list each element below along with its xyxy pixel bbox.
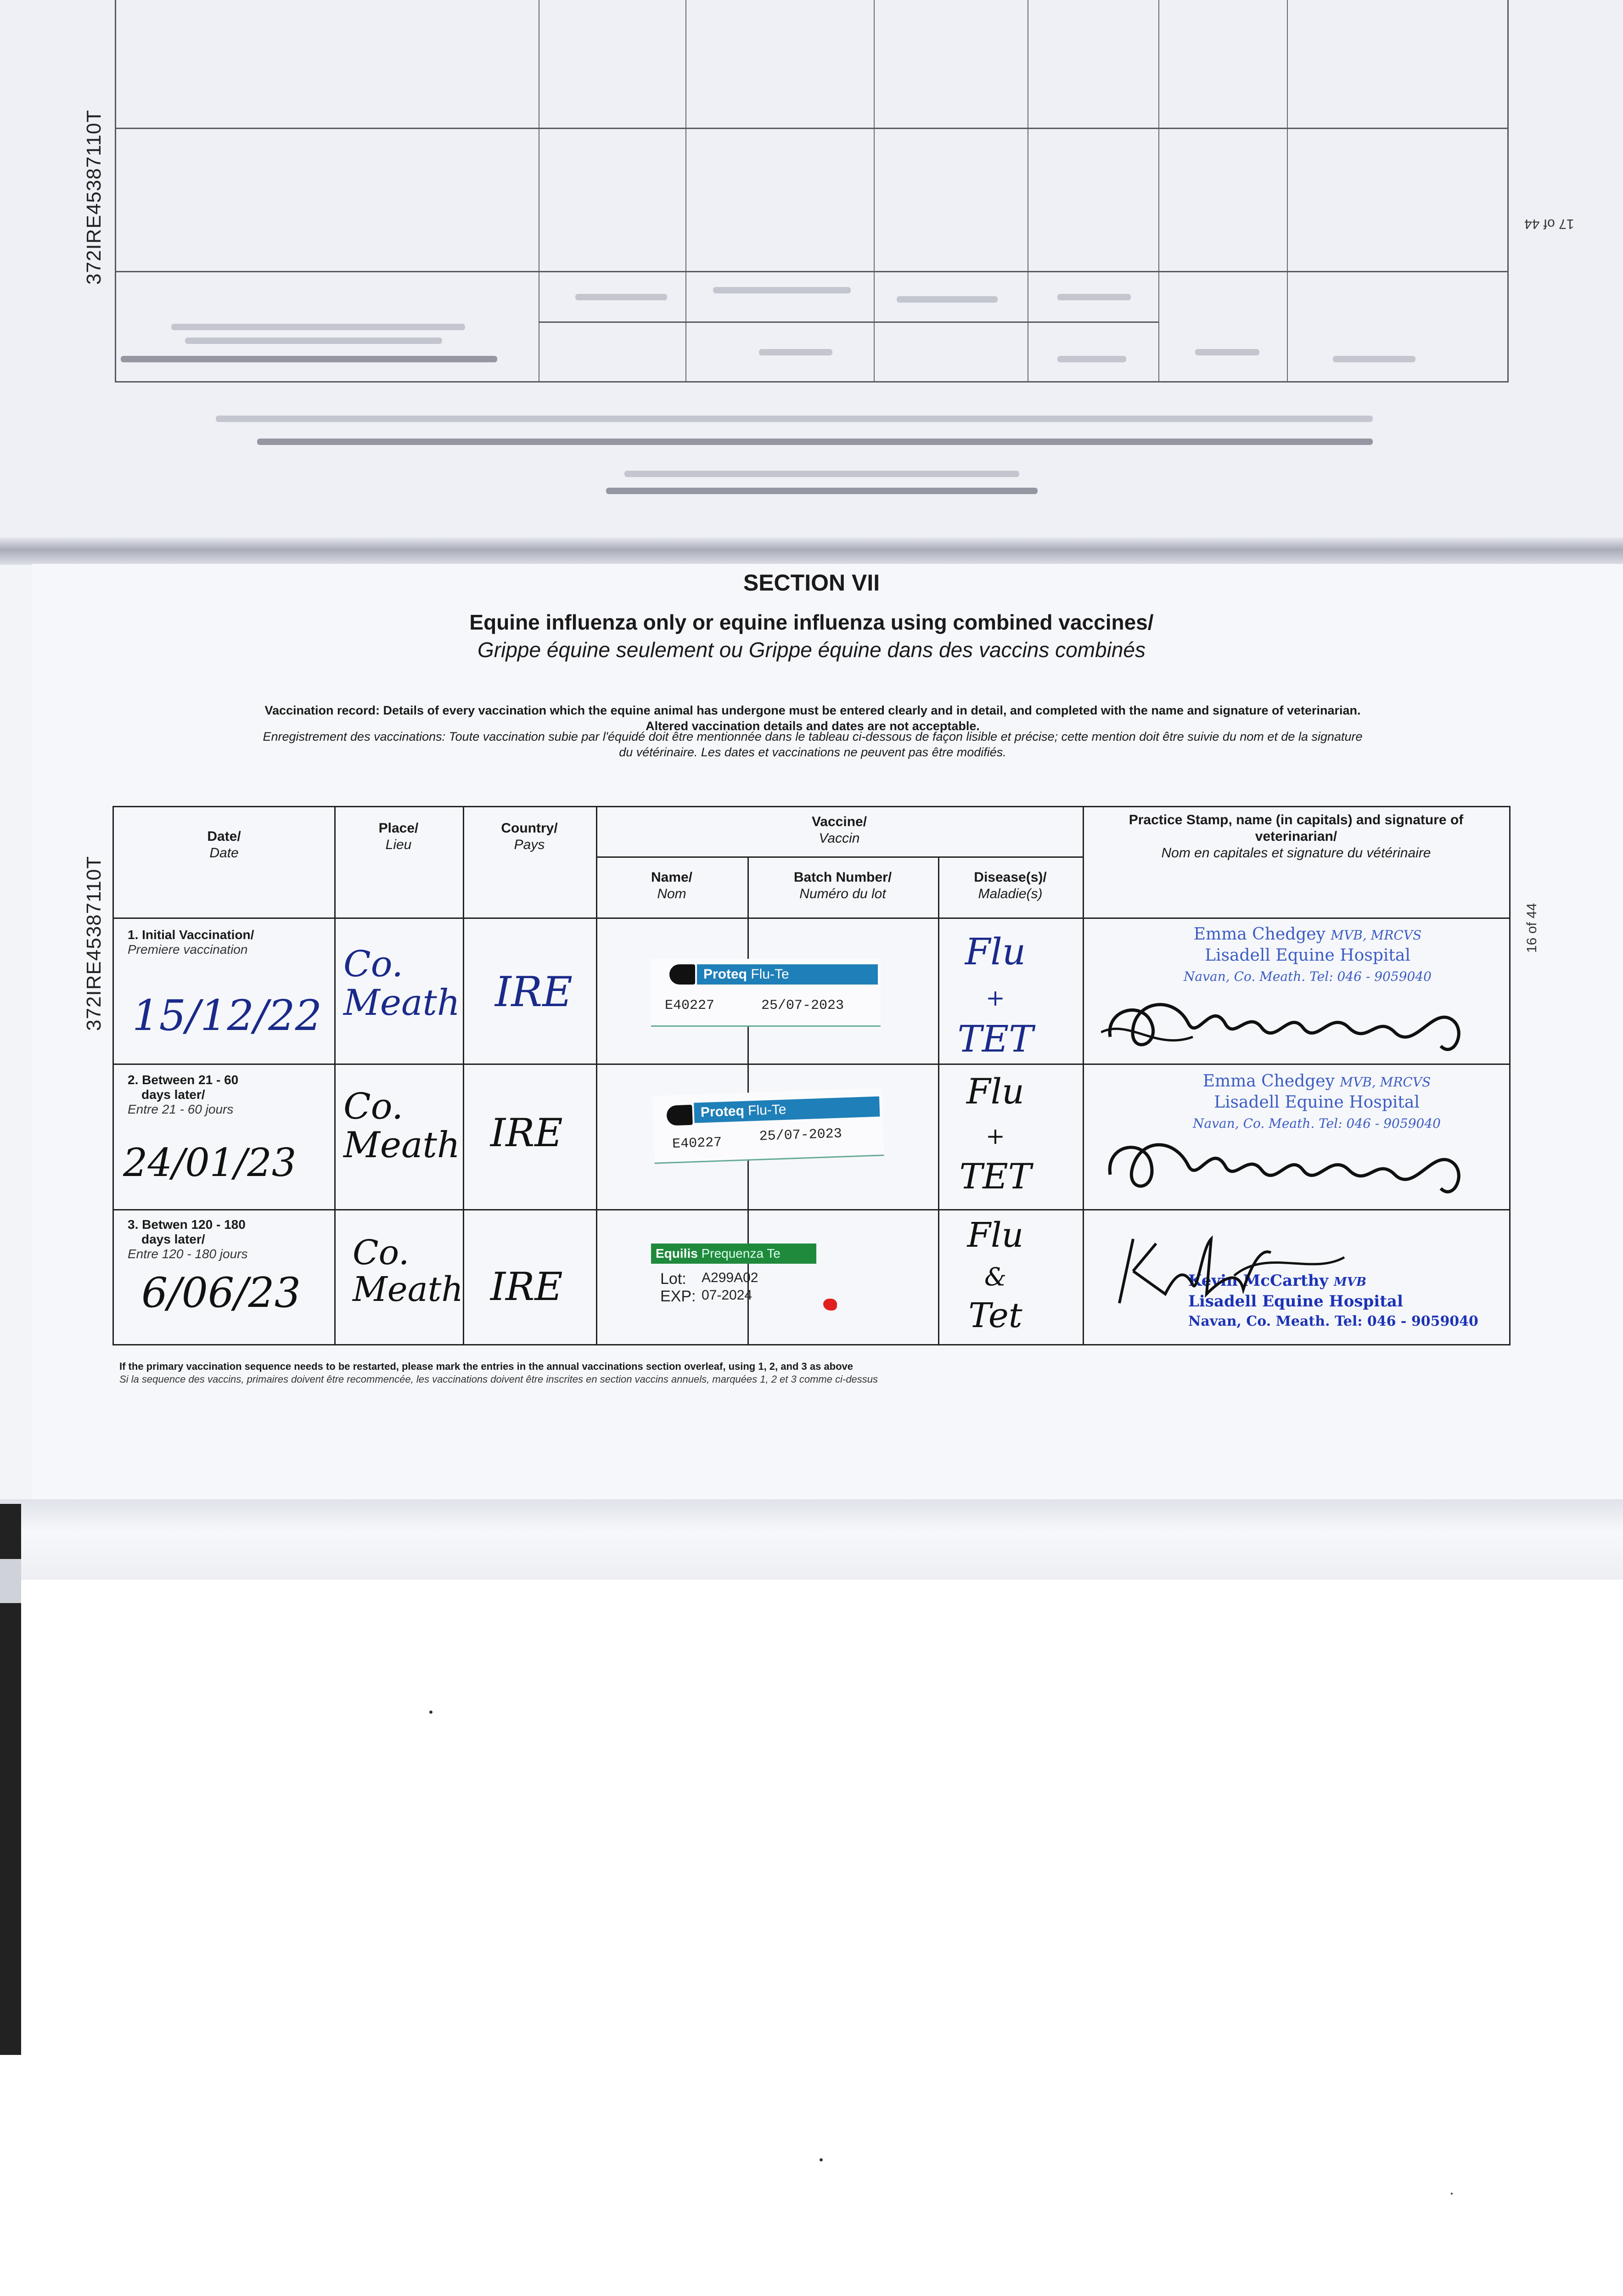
instructions-fr-line2: du vétérinaire. Les dates et vaccinations ne peuvent pas être modifiés. (619, 745, 1006, 759)
proteq-logo-icon (666, 1105, 693, 1126)
section-heading-en: Equine influenza only or equine influenza using combined vaccines/ (469, 610, 1154, 634)
vaccination-table (112, 806, 1511, 1345)
row-3-country: IRE (490, 1264, 563, 1309)
row-3-lot-label: Lot: (660, 1270, 686, 1288)
page-fold (0, 537, 1623, 565)
row-3-batch-number: A299A02 (702, 1270, 758, 1285)
row-3-date: 6/06/23 (141, 1269, 301, 1317)
row-2-country: IRE (490, 1110, 563, 1155)
document-id-lower: 372IRE45387110T (83, 855, 105, 1031)
row-1-vaccine-name: Proteq Flu-Te (697, 964, 878, 985)
row-1-batch-number: E40227 (665, 998, 715, 1013)
speck (1451, 2193, 1453, 2195)
row-2-place: Co. Meath (343, 1086, 461, 1166)
row-3-vaccine-name: Equilis Prequenza Te (651, 1244, 816, 1264)
row-1-expiry: 25/07-2023 (761, 998, 844, 1013)
row-3-practice-stamp: Kevin McCarthy MVB Lisadell Equine Hospital Navan, Co. Meath. Tel: 046 - 9059040 (1188, 1272, 1478, 1329)
row-2-vaccine-sticker (652, 1088, 884, 1164)
instructions-fr-line1: Enregistrement des vaccinations: Toute vaccination subie par l'équidé doit être mentionnée dans le tableau ci-dessous de façon lisible et précise; cette mention doit être suivie du nom et de la signature (263, 730, 1363, 743)
page-edge (0, 1499, 1623, 1580)
row-1-date: 15/12/22 (132, 991, 322, 1040)
header-country: Country/ Pays (501, 821, 558, 852)
row-1-country: IRE (495, 968, 573, 1016)
upper-page-number: 17 of 44 (1524, 216, 1574, 231)
footnote-en: If the primary vaccination sequence needs to be restarted, please mark the entries in the annual vaccinations section overleaf, using 1, 2, and 3 as above (119, 1361, 854, 1372)
row-2-batch-number: E40227 (672, 1135, 722, 1153)
row-3-diseases: Flu & Tet (967, 1216, 1024, 1335)
header-vaccine: Vaccine/ Vaccin (811, 814, 867, 846)
row-2-signature (1101, 1124, 1505, 1207)
instructions-en-line2: Altered vaccination details and dates are not acceptable. (646, 719, 980, 733)
row-2-diseases: Flu + TET (959, 1071, 1032, 1197)
row-1-signature (1101, 982, 1505, 1064)
row-2-vaccine-name: Proteq Flu-Te (694, 1097, 880, 1123)
header-date: Date/ Date (207, 829, 241, 861)
row-3-exp-label: EXP: (660, 1288, 696, 1305)
previous-page-table (115, 0, 1509, 383)
header-practice-stamp: Practice Stamp, name (in capitals) and signature of veterinarian/ Nom en capitales et signature du vétérinaire (1129, 812, 1464, 861)
row-2-practice-stamp: Emma Chedgey MVB, MRCVS Lisadell Equine Hospital Navan, Co. Meath. Tel: 046 - 9059040 (1193, 1072, 1441, 1131)
proteq-logo-icon (669, 964, 695, 985)
footnote-fr: Si la sequence des vaccins, primaires doivent être recommencée, les vaccinations doivent être inscrites en section vaccins annuels, marquées 1, 2 et 3 comme ci-dessus (119, 1373, 878, 1385)
row-3-expiry: 07-2024 (702, 1288, 753, 1303)
row-3-vaccine-sticker (651, 1244, 826, 1306)
red-mark (823, 1299, 837, 1311)
row-1-label: 1. Initial Vaccination/ Premiere vaccination (128, 928, 254, 957)
row-1-diseases: Flu + TET (957, 930, 1033, 1060)
section-title: SECTION VII (743, 570, 880, 596)
instructions-fr (119, 729, 1506, 760)
row-2-expiry: 25/07-2023 (759, 1126, 842, 1145)
lower-page-number: 16 of 44 (1524, 903, 1539, 953)
row-2-date: 24/01/23 (123, 1140, 297, 1185)
previous-page (0, 0, 1623, 558)
speck (429, 1711, 432, 1714)
scanner-edge (0, 1504, 21, 2055)
footnote (119, 1360, 1497, 1386)
row-1-practice-stamp: Emma Chedgey MVB, MRCVS Lisadell Equine Hospital Navan, Co. Meath. Tel: 046 - 9059040 (1184, 925, 1432, 984)
header-batch-number: Batch Number/ Numéro du lot (793, 870, 892, 901)
speck (820, 2158, 823, 2161)
row-1-place: Co. Meath (343, 944, 461, 1024)
row-3-place: Co. Meath (353, 1233, 464, 1309)
instructions-en-line1: Vaccination record: Details of every vaccination which the equine animal has undergone must be entered clearly and in detail, and completed with the name and signature of veterinarian. (264, 703, 1361, 717)
section-heading-fr: Grippe équine seulement ou Grippe équine dans des vaccins combinés (477, 638, 1146, 662)
row-3-signature (1106, 1221, 1427, 1312)
header-diseases: Disease(s)/ Maladie(s) (974, 870, 1047, 901)
row-1-vaccine-sticker (651, 959, 881, 1027)
row-2-label: 2. Between 21 - 60 days later/ Entre 21 - 60 jours (128, 1073, 239, 1116)
header-vaccine-name: Name/ Nom (651, 870, 693, 901)
row-3-label: 3. Betwen 120 - 180 days later/ Entre 120 - 180 jours (128, 1217, 248, 1261)
document-id-upper: 372IRE45387110T (83, 109, 105, 285)
header-place: Place/ Lieu (378, 821, 419, 852)
